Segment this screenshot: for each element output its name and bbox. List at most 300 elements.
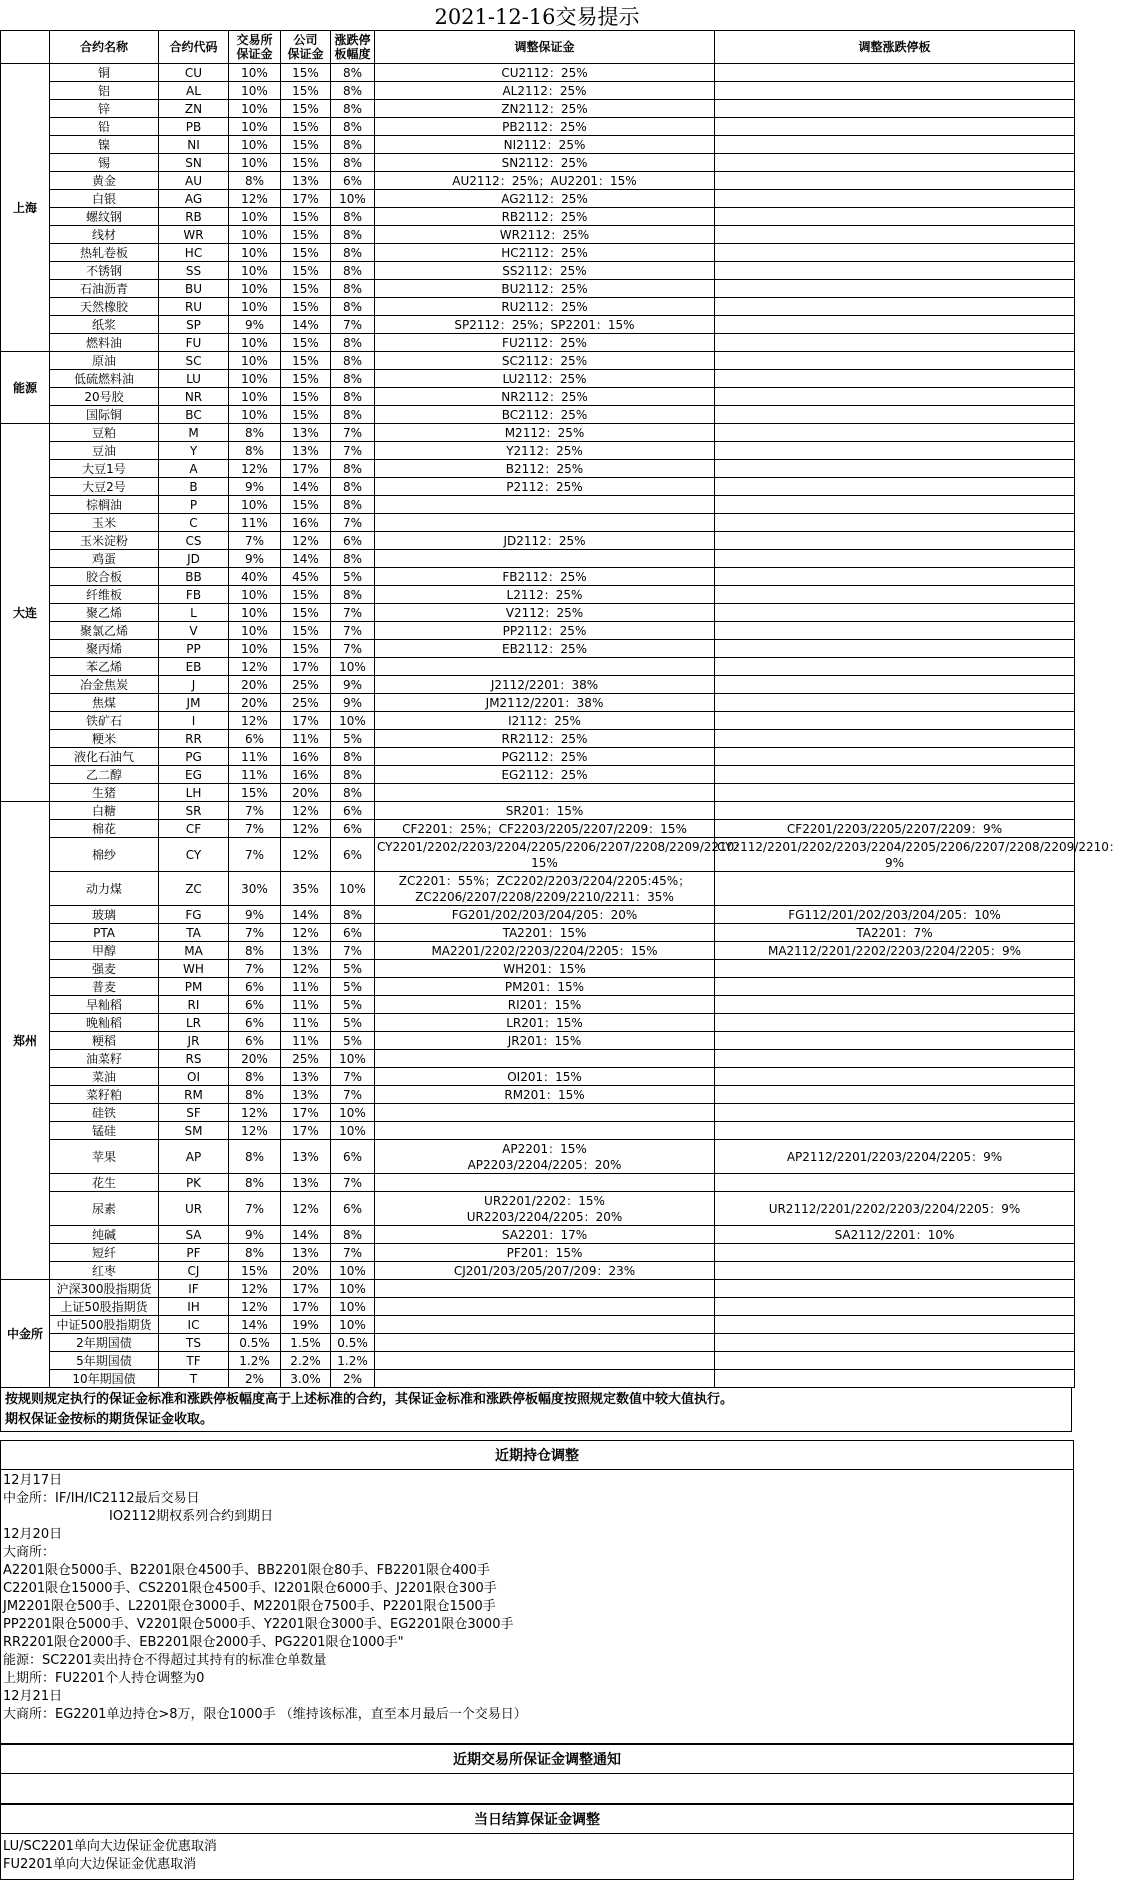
adjust-margin (375, 1104, 715, 1122)
table-row (1, 694, 1075, 712)
adjust-limit (715, 514, 1075, 532)
contract-code: TA (159, 924, 229, 942)
margin-notice-section-title: 近期交易所保证金调整通知 (0, 1744, 1074, 1774)
margin-table (0, 30, 1121, 1388)
adjust-limit (715, 280, 1075, 298)
adjust-margin (375, 1352, 715, 1370)
limit-range: 10% (331, 1298, 375, 1316)
limit-range: 7% (331, 424, 375, 442)
contract-code: PM (159, 978, 229, 996)
company-margin: 17% (281, 190, 331, 208)
adjust-limit (715, 1032, 1075, 1050)
company-margin: 13% (281, 1174, 331, 1192)
adjust-margin-line: AP2201：15% (502, 1141, 587, 1156)
contract-code: M (159, 424, 229, 442)
company-margin: 14% (281, 1226, 331, 1244)
contract-name: 5年期国债 (50, 1352, 159, 1370)
limit-range: 10% (331, 1104, 375, 1122)
table-row (1, 820, 1075, 838)
exchange-name: 郑州 (1, 802, 50, 1280)
adjust-margin: EB2112：25% (375, 640, 715, 658)
limit-range: 8% (331, 280, 375, 298)
table-row (1, 388, 1075, 406)
exchange-margin: 8% (229, 1068, 281, 1086)
company-margin: 17% (281, 658, 331, 676)
exchange-margin: 7% (229, 1192, 281, 1226)
contract-name: 胶合板 (50, 568, 159, 586)
contract-code: PP (159, 640, 229, 658)
limit-range: 7% (331, 514, 375, 532)
adjust-margin: SP2112：25%；SP2201：15% (375, 316, 715, 334)
settlement-section-body (0, 1834, 1074, 1880)
table-row (1, 1262, 1075, 1280)
contract-code: AG (159, 190, 229, 208)
adjust-limit (715, 478, 1075, 496)
table-row (1, 316, 1075, 334)
company-margin: 14% (281, 906, 331, 924)
company-margin: 17% (281, 1104, 331, 1122)
contract-name: 动力煤 (50, 872, 159, 906)
contract-code: FU (159, 334, 229, 352)
limit-range: 8% (331, 906, 375, 924)
adjust-limit (715, 1334, 1075, 1352)
company-margin: 13% (281, 442, 331, 460)
exchange-margin: 15% (229, 1262, 281, 1280)
contract-code: UR (159, 1192, 229, 1226)
company-margin: 1.5% (281, 1334, 331, 1352)
table-row (1, 906, 1075, 924)
adjust-margin (375, 1122, 715, 1140)
adjust-limit (715, 298, 1075, 316)
table-row (1, 460, 1075, 478)
header-exchange-margin: 交易所 保证金 (229, 31, 281, 64)
company-margin: 20% (281, 1262, 331, 1280)
table-row (1, 658, 1075, 676)
contract-code: J (159, 676, 229, 694)
adjust-margin: PB2112：25% (375, 118, 715, 136)
exchange-margin: 10% (229, 334, 281, 352)
table-row (1, 1192, 1075, 1226)
table-row (1, 1122, 1075, 1140)
table-row (1, 478, 1075, 496)
table-row (1, 960, 1075, 978)
limit-range: 8% (331, 118, 375, 136)
exchange-margin: 40% (229, 568, 281, 586)
position-line: C2201限仓15000手、CS2201限仓4500手、I2201限仓6000手、J2201限仓300手 (3, 1581, 497, 1596)
table-row (1, 550, 1075, 568)
adjust-limit (715, 388, 1075, 406)
exchange-margin: 10% (229, 208, 281, 226)
limit-range: 8% (331, 298, 375, 316)
exchange-margin: 20% (229, 694, 281, 712)
contract-name: 甲醇 (50, 942, 159, 960)
adjust-margin (375, 1316, 715, 1334)
adjust-limit (715, 82, 1075, 100)
adjust-margin: HC2112：25% (375, 244, 715, 262)
contract-name: 沪深300股指期货 (50, 1280, 159, 1298)
limit-range: 6% (331, 802, 375, 820)
company-margin: 2.2% (281, 1352, 331, 1370)
position-line: A2201限仓5000手、B2201限仓4500手、BB2201限仓80手、FB2201限仓400手 (3, 1563, 490, 1578)
position-line: 大商所：EG2201单边持仓>8万，限仓1000手 （维持该标准，直至本月最后一个交易日） (3, 1707, 527, 1722)
exchange-margin: 10% (229, 352, 281, 370)
contract-code: EB (159, 658, 229, 676)
table-row (1, 352, 1075, 370)
exchange-margin: 14% (229, 1316, 281, 1334)
exchange-margin: 7% (229, 924, 281, 942)
limit-range: 10% (331, 658, 375, 676)
adjust-margin: AG2112：25% (375, 190, 715, 208)
company-margin: 15% (281, 622, 331, 640)
contract-name: 棉花 (50, 820, 159, 838)
contract-name: 不锈钢 (50, 262, 159, 280)
contract-name: 粳稻 (50, 1032, 159, 1050)
adjust-limit (715, 996, 1075, 1014)
adjust-limit: MA2112/2201/2202/2203/2204/2205：9% (715, 942, 1075, 960)
exchange-margin: 7% (229, 802, 281, 820)
adjust-limit (715, 622, 1075, 640)
adjust-margin: PF201：15% (375, 1244, 715, 1262)
contract-code: AU (159, 172, 229, 190)
contract-name: 燃料油 (50, 334, 159, 352)
table-row (1, 1050, 1075, 1068)
contract-code: JD (159, 550, 229, 568)
contract-code: ZN (159, 100, 229, 118)
table-row (1, 1014, 1075, 1032)
contract-name: 热轧卷板 (50, 244, 159, 262)
contract-name: 玻璃 (50, 906, 159, 924)
adjust-margin-line: AP2203/2204/2205：20% (467, 1157, 622, 1172)
adjust-margin: FB2112：25% (375, 568, 715, 586)
limit-range: 7% (331, 316, 375, 334)
limit-range: 5% (331, 1014, 375, 1032)
limit-range: 6% (331, 924, 375, 942)
limit-range: 8% (331, 388, 375, 406)
table-row (1, 1032, 1075, 1050)
adjust-margin: BC2112：25% (375, 406, 715, 424)
limit-range: 6% (331, 838, 375, 872)
contract-name: 乙二醇 (50, 766, 159, 784)
header-company-margin: 公司 保证金 (281, 31, 331, 64)
table-row (1, 442, 1075, 460)
contract-name: 红枣 (50, 1262, 159, 1280)
table-row (1, 1140, 1075, 1174)
table-row (1, 1298, 1075, 1316)
adjust-limit (715, 424, 1075, 442)
adjust-margin: PM201：15% (375, 978, 715, 996)
table-row (1, 298, 1075, 316)
contract-name: 黄金 (50, 172, 159, 190)
contract-name: 锌 (50, 100, 159, 118)
adjust-margin-line: UR2203/2204/2205：20% (466, 1209, 623, 1224)
company-margin: 13% (281, 1086, 331, 1104)
exchange-margin: 10% (229, 154, 281, 172)
note-line-1: 按规则规定执行的保证金标准和涨跌停板幅度高于上述标准的合约，其保证金标准和涨跌停板幅度按照规定数值中较大值执行。 (5, 1392, 734, 1407)
table-row (1, 802, 1075, 820)
company-margin: 15% (281, 262, 331, 280)
table-row (1, 838, 1075, 872)
table-row (1, 730, 1075, 748)
limit-range: 10% (331, 190, 375, 208)
limit-range: 8% (331, 784, 375, 802)
contract-name: 花生 (50, 1174, 159, 1192)
adjust-margin: EG2112：25% (375, 766, 715, 784)
exchange-margin: 10% (229, 118, 281, 136)
adjust-margin: SC2112：25% (375, 352, 715, 370)
contract-name: 低硫燃料油 (50, 370, 159, 388)
adjust-margin: B2112：25% (375, 460, 715, 478)
adjust-limit (715, 190, 1075, 208)
table-row (1, 924, 1075, 942)
table-row (1, 208, 1075, 226)
adjust-limit: UR2112/2201/2202/2203/2204/2205：9% (715, 1192, 1075, 1226)
contract-code: AP (159, 1140, 229, 1174)
company-margin: 15% (281, 280, 331, 298)
contract-name: 豆油 (50, 442, 159, 460)
contract-name: 中证500股指期货 (50, 1316, 159, 1334)
company-margin: 15% (281, 244, 331, 262)
adjust-margin (375, 784, 715, 802)
contract-code: FG (159, 906, 229, 924)
adjust-limit (715, 550, 1075, 568)
table-row (1, 154, 1075, 172)
header-adjust-margin: 调整保证金 (375, 31, 715, 64)
adjust-limit (715, 406, 1075, 424)
contract-code: IF (159, 1280, 229, 1298)
company-margin: 45% (281, 568, 331, 586)
contract-code: RS (159, 1050, 229, 1068)
contract-code: SS (159, 262, 229, 280)
company-margin: 15% (281, 334, 331, 352)
table-row (1, 1334, 1075, 1352)
adjust-margin: OI201：15% (375, 1068, 715, 1086)
contract-code: Y (159, 442, 229, 460)
adjust-limit (715, 872, 1075, 906)
contract-name: 硅铁 (50, 1104, 159, 1122)
table-row (1, 942, 1075, 960)
contract-name: 2年期国债 (50, 1334, 159, 1352)
limit-range: 7% (331, 604, 375, 622)
limit-range: 8% (331, 1226, 375, 1244)
limit-range: 8% (331, 370, 375, 388)
adjust-limit (715, 1298, 1075, 1316)
adjust-limit: TA2201：7% (715, 924, 1075, 942)
table-row (1, 514, 1075, 532)
adjust-limit (715, 1316, 1075, 1334)
company-margin: 15% (281, 118, 331, 136)
exchange-margin: 15% (229, 784, 281, 802)
contract-name: 棉纱 (50, 838, 159, 872)
position-line: 上期所：FU2201个人持仓调整为0 (3, 1671, 205, 1686)
exchange-margin: 6% (229, 730, 281, 748)
adjust-limit (715, 460, 1075, 478)
limit-range: 8% (331, 208, 375, 226)
adjust-margin: WR2112：25% (375, 226, 715, 244)
company-margin: 15% (281, 388, 331, 406)
limit-range: 7% (331, 942, 375, 960)
rule-note (0, 1388, 1072, 1432)
adjust-limit (715, 586, 1075, 604)
contract-code: PG (159, 748, 229, 766)
contract-code: BC (159, 406, 229, 424)
contract-name: 原油 (50, 352, 159, 370)
adjust-margin: JR201：15% (375, 1032, 715, 1050)
adjust-margin: AU2112：25%；AU2201：15% (375, 172, 715, 190)
contract-code: FB (159, 586, 229, 604)
adjust-limit (715, 766, 1075, 784)
exchange-margin: 12% (229, 460, 281, 478)
company-margin: 15% (281, 208, 331, 226)
contract-name: PTA (50, 924, 159, 942)
adjust-limit (715, 316, 1075, 334)
contract-code: OI (159, 1068, 229, 1086)
company-margin: 15% (281, 604, 331, 622)
exchange-margin: 6% (229, 1032, 281, 1050)
exchange-margin: 10% (229, 622, 281, 640)
exchange-margin: 12% (229, 190, 281, 208)
contract-code: RB (159, 208, 229, 226)
limit-range: 9% (331, 694, 375, 712)
adjust-limit (715, 1050, 1075, 1068)
position-section-body (0, 1470, 1074, 1744)
company-margin: 3.0% (281, 1370, 331, 1388)
company-margin: 15% (281, 586, 331, 604)
limit-range: 10% (331, 1316, 375, 1334)
contract-code: PB (159, 118, 229, 136)
adjust-limit (715, 960, 1075, 978)
contract-name: 锰硅 (50, 1122, 159, 1140)
adjust-margin (375, 1298, 715, 1316)
contract-name: 聚乙烯 (50, 604, 159, 622)
exchange-margin: 6% (229, 978, 281, 996)
adjust-limit (715, 136, 1075, 154)
adjust-margin: TA2201：15% (375, 924, 715, 942)
contract-code: WH (159, 960, 229, 978)
table-row (1, 118, 1075, 136)
contract-name: 10年期国债 (50, 1370, 159, 1388)
contract-code: EG (159, 766, 229, 784)
contract-code: RI (159, 996, 229, 1014)
limit-range: 8% (331, 100, 375, 118)
exchange-margin: 11% (229, 748, 281, 766)
company-margin: 15% (281, 154, 331, 172)
table-row (1, 1174, 1075, 1192)
adjust-margin: J2112/2201：38% (375, 676, 715, 694)
exchange-margin: 10% (229, 82, 281, 100)
contract-code: T (159, 1370, 229, 1388)
adjust-limit (715, 1014, 1075, 1032)
table-row (1, 872, 1075, 906)
adjust-limit (715, 334, 1075, 352)
adjust-margin: V2112：25% (375, 604, 715, 622)
exchange-margin: 12% (229, 1280, 281, 1298)
adjust-limit: AP2112/2201/2203/2204/2205：9% (715, 1140, 1075, 1174)
exchange-margin: 10% (229, 406, 281, 424)
contract-code: IH (159, 1298, 229, 1316)
adjust-margin: NR2112：25% (375, 388, 715, 406)
adjust-limit (715, 784, 1075, 802)
exchange-margin: 8% (229, 942, 281, 960)
settlement-line: FU2201单向大边保证金优惠取消 (3, 1857, 197, 1872)
exchange-margin: 1.2% (229, 1352, 281, 1370)
exchange-margin: 10% (229, 226, 281, 244)
exchange-margin: 9% (229, 550, 281, 568)
adjust-margin: SS2112：25% (375, 262, 715, 280)
table-row (1, 676, 1075, 694)
table-row (1, 1226, 1075, 1244)
contract-name: 石油沥青 (50, 280, 159, 298)
company-margin: 15% (281, 370, 331, 388)
table-row (1, 748, 1075, 766)
contract-name: 晚籼稻 (50, 1014, 159, 1032)
adjust-margin: M2112：25% (375, 424, 715, 442)
company-margin: 11% (281, 730, 331, 748)
adjust-limit (715, 748, 1075, 766)
exchange-margin: 12% (229, 1104, 281, 1122)
exchange-margin: 12% (229, 658, 281, 676)
exchange-margin: 6% (229, 1014, 281, 1032)
contract-name: 聚丙烯 (50, 640, 159, 658)
exchange-name: 大连 (1, 424, 50, 802)
contract-name: 苹果 (50, 1140, 159, 1174)
page-title: 2021-12-16交易提示 (434, 5, 640, 29)
contract-code: RR (159, 730, 229, 748)
adjust-margin: NI2112：25% (375, 136, 715, 154)
contract-name: 菜油 (50, 1068, 159, 1086)
adjust-margin: RU2112：25% (375, 298, 715, 316)
limit-range: 8% (331, 496, 375, 514)
adjust-limit (715, 1280, 1075, 1298)
adjust-limit (715, 100, 1075, 118)
limit-range: 10% (331, 1122, 375, 1140)
limit-range: 8% (331, 64, 375, 82)
table-row (1, 568, 1075, 586)
contract-name: 棕榈油 (50, 496, 159, 514)
contract-code: SR (159, 802, 229, 820)
contract-code: SF (159, 1104, 229, 1122)
adjust-margin: FG201/202/203/204/205：20% (375, 906, 715, 924)
table-row (1, 1280, 1075, 1298)
limit-range: 8% (331, 334, 375, 352)
company-margin: 15% (281, 640, 331, 658)
table-row (1, 996, 1075, 1014)
table-row (1, 226, 1075, 244)
adjust-margin: CF2201：25%；CF2203/2205/2207/2209：15% (375, 820, 715, 838)
exchange-margin: 10% (229, 280, 281, 298)
table-row (1, 172, 1075, 190)
contract-code: A (159, 460, 229, 478)
exchange-margin: 10% (229, 604, 281, 622)
contract-code: SN (159, 154, 229, 172)
contract-code: C (159, 514, 229, 532)
adjust-margin: WH201：15% (375, 960, 715, 978)
exchange-margin: 10% (229, 586, 281, 604)
contract-code: CJ (159, 1262, 229, 1280)
contract-code: NR (159, 388, 229, 406)
contract-name: 液化石油气 (50, 748, 159, 766)
limit-range: 8% (331, 244, 375, 262)
table-row (1, 64, 1075, 82)
adjust-limit (715, 64, 1075, 82)
adjust-margin: LU2112：25% (375, 370, 715, 388)
adjust-limit (715, 496, 1075, 514)
exchange-margin: 12% (229, 712, 281, 730)
contract-code: SM (159, 1122, 229, 1140)
adjust-margin (375, 1370, 715, 1388)
adjust-margin: L2112：25% (375, 586, 715, 604)
limit-range: 7% (331, 1244, 375, 1262)
contract-name: 铜 (50, 64, 159, 82)
